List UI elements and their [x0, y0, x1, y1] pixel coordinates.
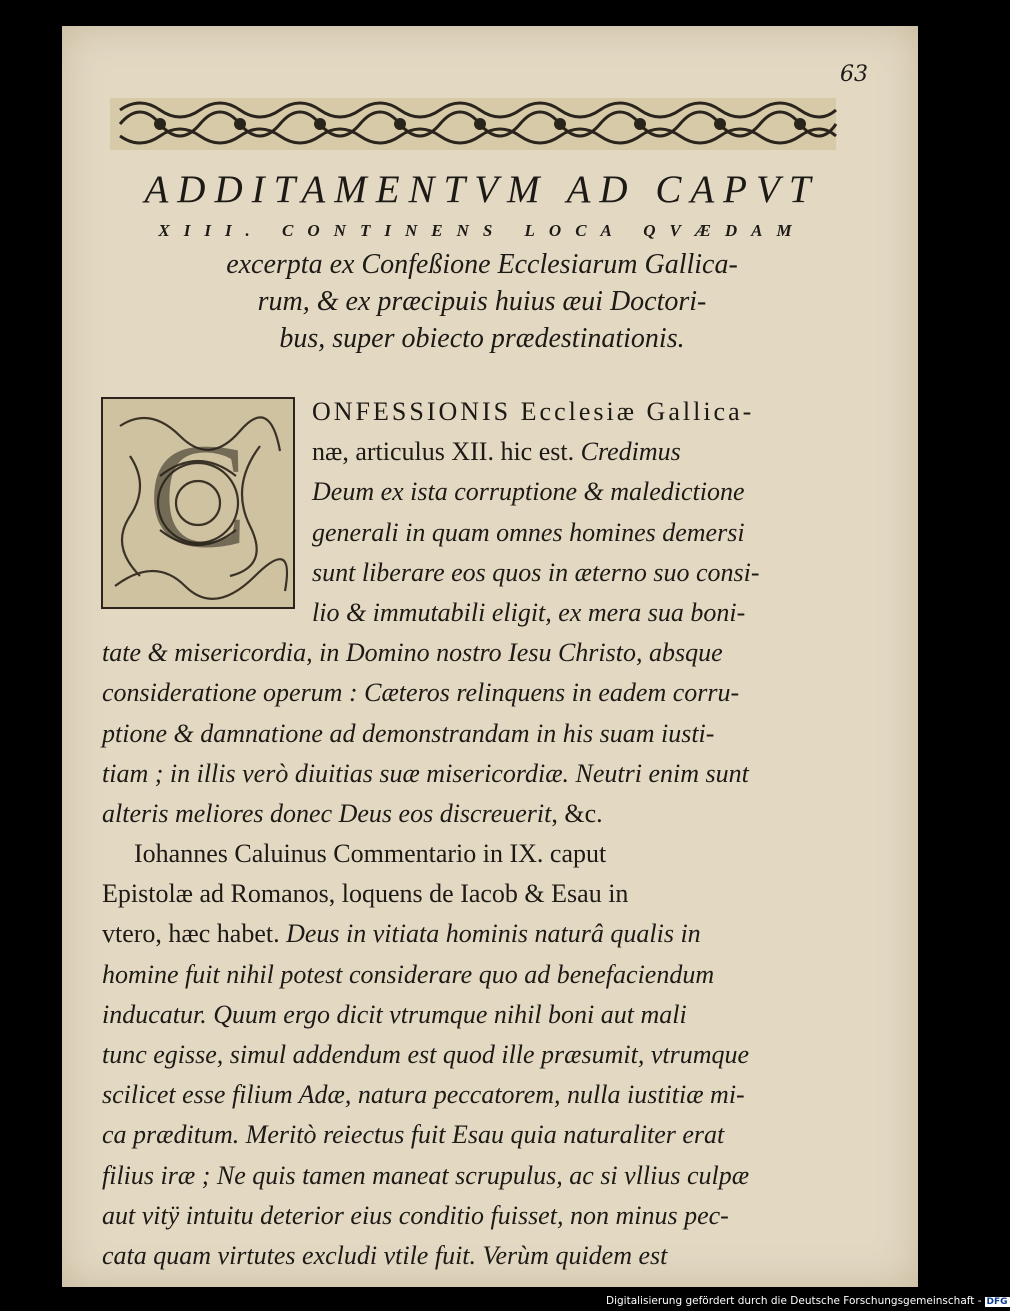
text-line: næ, articulus XII. hic est. Credimus — [312, 437, 681, 467]
title-line: rum, & ex præcipuis huius æui Doctori- — [257, 286, 707, 317]
title-line: excerpta ex Confeßione Ecclesiarum Gallica- — [226, 249, 738, 280]
text-line: cata quam virtutes excludi vtile fuit. Verùm quidem est — [102, 1240, 668, 1270]
chapter-title — [102, 164, 862, 357]
text-line: Epistolæ ad Romanos, loquens de Iacob & Esau in — [102, 879, 629, 909]
body-text — [102, 392, 842, 1276]
text-line: tiam ; in illis verò diuitias suæ misericordiæ. Neutri enim sunt — [102, 758, 749, 788]
credit-text: Digitalisierung gefördert durch die Deutsche Forschungsgemeinschaft - — [606, 1295, 982, 1307]
text-line: consideratione operum : Cæteros relinquens in eadem corru- — [102, 678, 740, 708]
text-line: tunc egisse, simul addendum est quod ille præsumit, vtrumque — [102, 1040, 750, 1069]
title-line: bus, super obiecto prædestinationis. — [279, 323, 685, 354]
text-line: homine fuit nihil potest considerare quo ad benefaciendum — [102, 959, 715, 989]
text-line: alteris meliores donec Deus eos discreuerit, &c. — [102, 798, 603, 828]
text-line: generali in quam omnes homines demersi — [312, 517, 745, 547]
text-line: sunt liberare eos quos in æterno suo consi- — [312, 557, 760, 587]
text-line: scilicet esse filium Adæ, natura peccatorem, nulla iustitiæ mi- — [102, 1080, 745, 1110]
text-line: tate & misericordia, in Domino nostro Iesu Christo, absque — [102, 638, 723, 668]
dfg-logo: DFG — [986, 1297, 1008, 1307]
text-line: Deum ex ista corruptione & maledictione — [312, 477, 745, 507]
text-line: vtero, hæc habet. Deus in vitiata hominis naturâ qualis in — [102, 919, 701, 949]
drop-cap-letter: C — [147, 413, 249, 579]
page-number: 63 — [840, 62, 868, 87]
text-line: lio & immutabili eligit, ex mera sua boni- — [312, 597, 746, 627]
text-line: ONFESSIONIS Ecclesiæ Gallica- — [312, 397, 755, 426]
digitization-credit — [606, 1295, 1010, 1307]
decorative-headpiece — [110, 96, 836, 152]
text-line: inducatur. Quum ergo dicit vtrumque nihil boni aut mali — [102, 999, 687, 1029]
text-line: Iohannes Caluinus Commentario in IX. caput — [134, 839, 607, 869]
title-line: ADDITAMENTVM AD CAPVT — [144, 168, 820, 211]
text-line: ptione & damnatione ad demonstrandam in his suam iusti- — [102, 718, 715, 748]
book-page — [62, 26, 918, 1287]
text-line: ca præditum. Meritò reiectus fuit Esau quia naturaliter erat — [102, 1120, 725, 1150]
text-line: aut vitÿ intuitu deterior eius conditio fuisset, non minus pec- — [102, 1200, 729, 1230]
text-line: filius iræ ; Ne quis tamen maneat scrupulus, ac si vllius culpæ — [102, 1160, 750, 1190]
title-line: XIII. CONTINENS LOCA QVÆDAM — [158, 221, 806, 240]
